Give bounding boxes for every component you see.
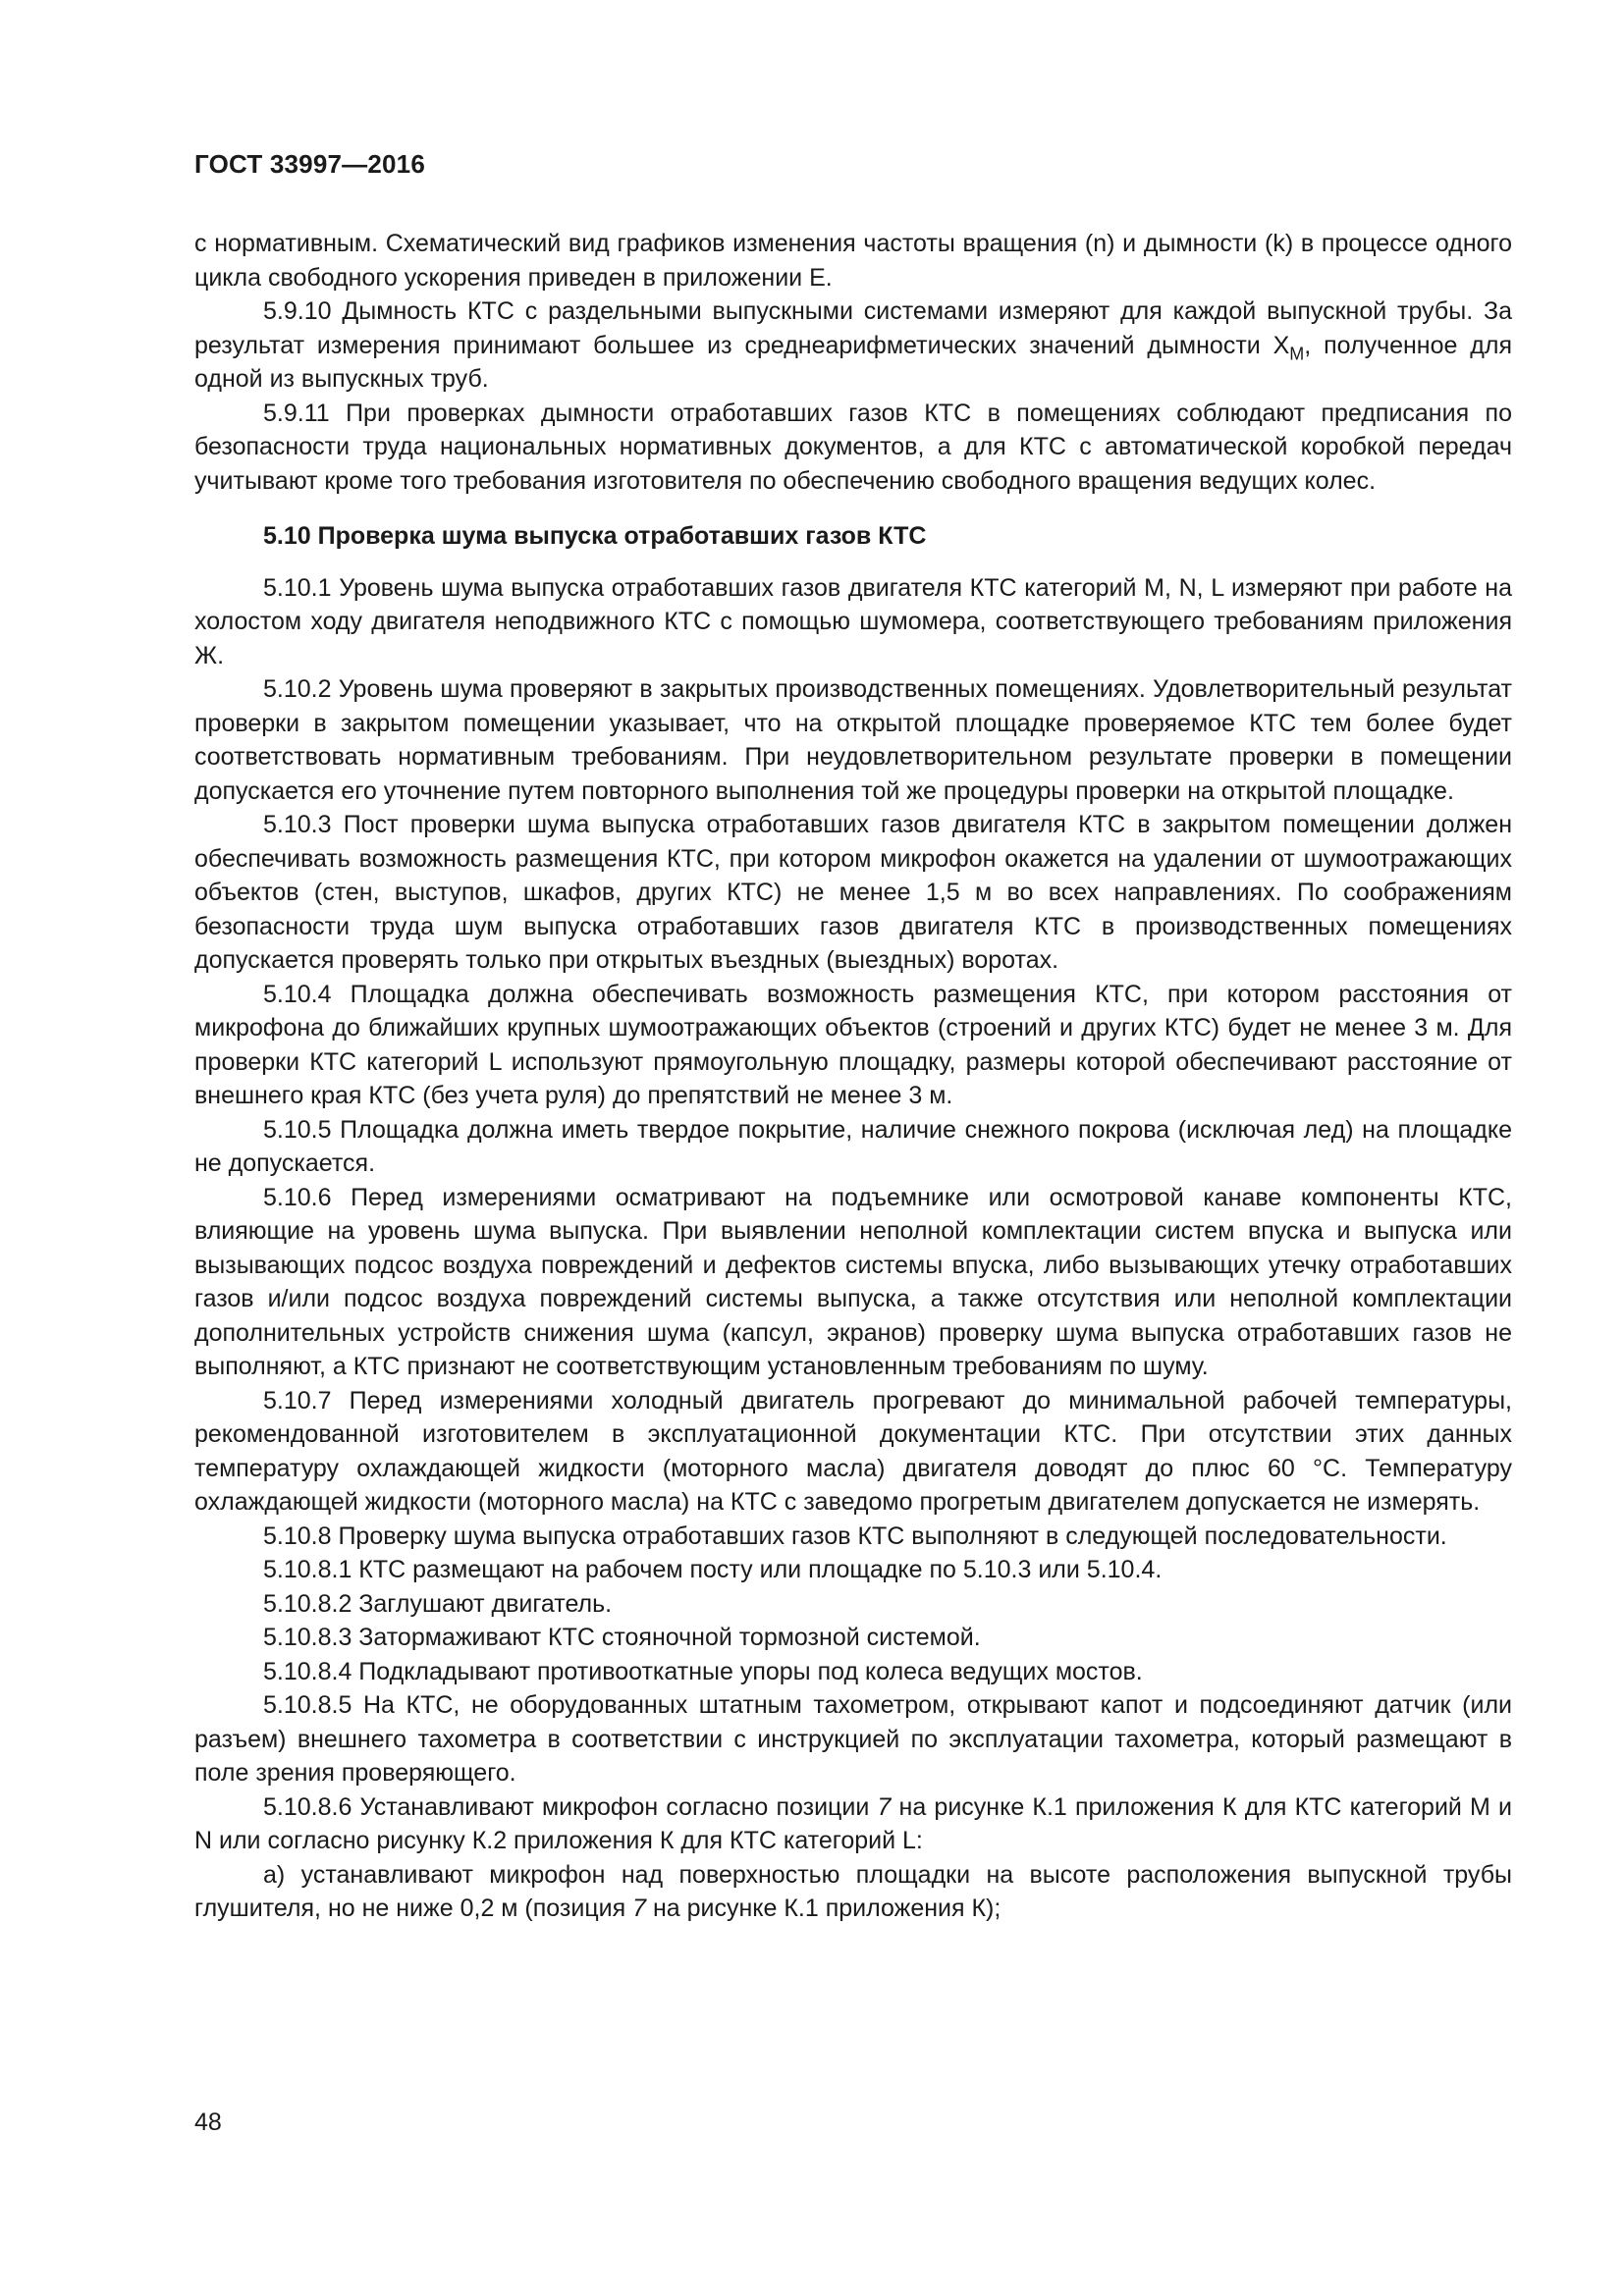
document-header: ГОСТ 33997—2016	[194, 149, 425, 179]
document-page	[194, 149, 1512, 1926]
paragraph-list-item-a	[194, 1858, 1512, 1926]
italic-reference: 7	[877, 1792, 892, 1821]
paragraph-5-10-6: 5.10.6 Перед измерениями осматривают на подъемнике или осмотровой канаве компоненты КТС, влияющие на уровень шума выпуска. При выявлении неполной комплектации систем впуска и выпуска или вызывающих подсос воздуха повреждений и дефектов системы впуска, либо вызывающих утечку отработавших газов и/или подсос воздуха повреждений системы выпуска, а также отсутствия или неполной комплектации дополнительных устройств снижения шума (капсул, экранов) проверку шума выпуска отработавших газов не выполняют, а КТС признают не соответствующим установленным требованиям по шуму.	[194, 1183, 1512, 1380]
paragraph-text: , полученное для одной из выпускных труб.	[194, 331, 1512, 393]
paragraph-5-10-4: 5.10.4 Площадка должна обеспечивать возможность размещения КТС, при котором расстояния от микрофона до ближайших крупных шумоотражающих объектов (строений и других КТС) будет не менее 3 м. Для проверки КТС категорий L используют прямоугольную площадку, размеры которой обеспечивают расстояние от внешнего края КТС (без учета руля) до препятствий не менее 3 м.	[194, 980, 1512, 1109]
section-title: 5.10 Проверка шума выпуска отработавших газов КТС	[263, 522, 927, 550]
page-number: 48	[194, 2109, 222, 2136]
subscript: M	[1289, 343, 1305, 363]
paragraph-5-10-2: 5.10.2 Уровень шума проверяют в закрытых производственных помещениях. Удовлетворительный результат проверки в закрытом помещении указывает, что на открытой площадке проверяемое КТС тем более будет соответствовать нормативным требованиям. При неудовлетворительном результате проверки в помещении допускается его уточнение путем повторного выполнения той же процедуры проверки на открытой площадке.	[194, 675, 1512, 805]
paragraph-5-10-8-3: 5.10.8.3 Затормаживают КТС стояночной тормозной системой.	[263, 1624, 981, 1651]
paragraph-5-9-10	[194, 294, 1512, 397]
paragraph-text: 5.10.8.6 Устанавливают микрофон согласно позиции	[263, 1792, 878, 1821]
paragraph-text: 5.9.10 Дымность КТС с раздельными выпускными системами измеряют для каждой выпускной трубы. За результат измерения принимают большее из среднеарифметических значений дымности X	[194, 297, 1512, 359]
document-body	[194, 227, 1512, 1926]
paragraph-5-10-8-4: 5.10.8.4 Подкладывают противооткатные упоры под колеса ведущих мостов.	[263, 1657, 1143, 1685]
paragraph-5-10-3: 5.10.3 Пост проверки шума выпуска отработавших газов двигателя КТС в закрытом помещении должен обеспечивать возможность размещения КТС, при котором микрофон окажется на удалении от шумоотражающих объектов (стен, выступов, шкафов, других КТС) не менее 1,5 м во всех направлениях. По соображениям безопасности труда шум выпуска отработавших газов двигателя КТС в производственных помещениях допускается проверять только при открытых въездных (выездных) воротах.	[194, 811, 1512, 974]
paragraph-5-10-8: 5.10.8 Проверку шума выпуска отработавших газов КТС выполняют в следующей последовательности.	[263, 1522, 1447, 1550]
paragraph-5-10-8-5: 5.10.8.5 На КТС, не оборудованных штатным тахометром, открывают капот и подсоединяют датчик (или разъем) внешнего тахометра в соответствии с инструкцией по эксплуатации тахометра, который размещают в поле зрения проверяющего.	[194, 1691, 1512, 1787]
paragraph-5-10-5: 5.10.5 Площадка должна иметь твердое покрытие, наличие снежного покрова (исключая лед) на площадке не допускается.	[194, 1115, 1512, 1177]
paragraph-5-10-7: 5.10.7 Перед измерениями холодный двигатель прогревают до минимальной рабочей температуры, рекомендованной изготовителем в эксплуатационной документации КТС. При отсутствии этих данных температуру охлаждающей жидкости (моторного масла) двигателя доводят до плюс 60 °С. Температуру охлаждающей жидкости (моторного масла) на КТС с заведомо прогретым двигателем допускается не измерять.	[194, 1386, 1512, 1516]
paragraph-text: на рисунке К.1 приложения К для КТС категорий M и N или согласно рисунку К.2 приложения К для КТС категорий L:	[194, 1792, 1512, 1854]
paragraph: с нормативным. Схематический вид графиков изменения частоты вращения (n) и дымности (k) в процессе одного цикла свободного ускорения приведен в приложении Е.	[194, 230, 1512, 292]
paragraph-5-10-8-1: 5.10.8.1 КТС размещают на рабочем посту или площадке по 5.10.3 или 5.10.4.	[263, 1556, 1163, 1583]
paragraph-5-9-11: 5.9.11 При проверках дымности отработавших газов КТС в помещениях соблюдают предписания по безопасности труда национальных нормативных документов, а для КТС с автоматической коробкой передач учитывают кроме того требования изготовителя по обеспечению свободного вращения ведущих колес.	[194, 399, 1512, 495]
paragraph-text: на рисунке К.1 приложения К);	[646, 1895, 1001, 1922]
paragraph-text: а) устанавливают микрофон над поверхностью площадки на высоте расположения выпускной трубы глушителя, но не ниже 0,2 м (позиция	[194, 1860, 1512, 1922]
paragraph-5-10-8-2: 5.10.8.2 Заглушают двигатель.	[263, 1589, 613, 1618]
italic-reference: 7	[632, 1895, 647, 1922]
paragraph-5-10-8-6	[194, 1790, 1512, 1858]
paragraph-5-10-1: 5.10.1 Уровень шума выпуска отработавших газов двигателя КТС категорий M, N, L измеряют при работе на холостом ходу двигателя неподвижного КТС с помощью шумомера, соответствующего требованиям приложения Ж.	[194, 573, 1512, 669]
